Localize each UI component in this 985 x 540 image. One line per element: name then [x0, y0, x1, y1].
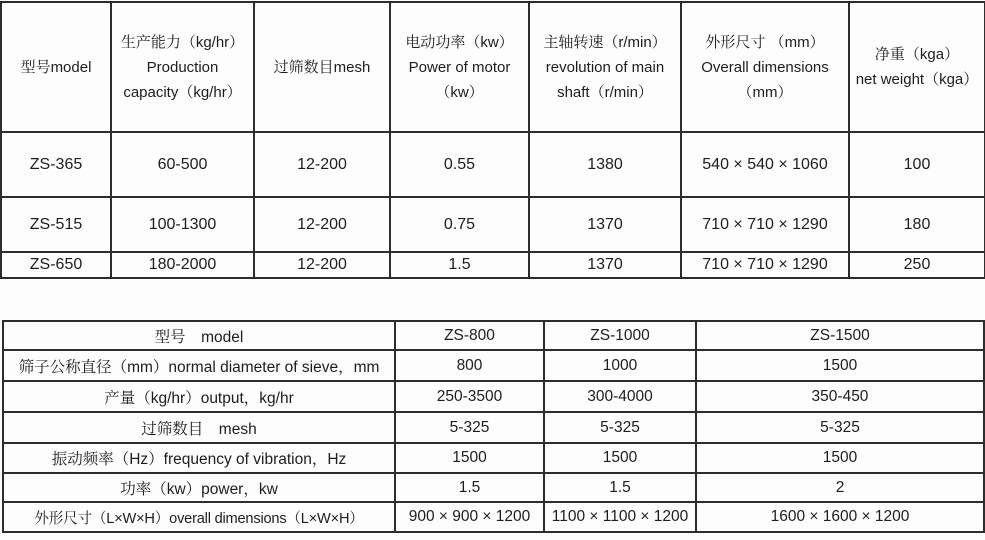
table-cell: 710 × 710 × 1290 — [681, 252, 849, 278]
table-cell: 1.5 — [544, 473, 696, 502]
table-cell: 1000 — [544, 350, 696, 381]
table-cell: 250 — [849, 252, 985, 278]
table-row — [1, 132, 985, 197]
table-row — [1, 252, 985, 278]
t1-header-overall-dimensions — [681, 2, 849, 132]
table-cell: 2 — [696, 473, 984, 502]
spec-table-small-models — [0, 1, 985, 279]
table-cell: 100-1300 — [111, 197, 254, 252]
t2-label-output: 产量（kg/hr）output，kg/hr — [3, 381, 395, 412]
t2-label-sieve-diameter: 筛子公称直径（mm）normal diameter of sieve，mm — [3, 350, 395, 381]
header-line: 主轴转速（r/min） — [543, 33, 667, 51]
header-line: shaft（r/min） — [557, 83, 653, 101]
table-cell: ZS-365 — [1, 132, 111, 197]
table-cell: 900 × 900 × 1200 — [395, 502, 544, 532]
table-row — [3, 502, 984, 532]
table-cell: 12-200 — [254, 132, 390, 197]
table-cell: 710 × 710 × 1290 — [681, 197, 849, 252]
table-row — [3, 412, 984, 443]
table-cell: 12-200 — [254, 252, 390, 278]
table-cell: 350-450 — [696, 381, 984, 412]
t1-header-production-capacity — [111, 2, 254, 132]
t2-header-zs800: ZS-800 — [395, 321, 544, 350]
table-row — [3, 350, 984, 381]
header-line: 外形尺寸 （mm） — [705, 33, 825, 51]
table-cell: 1500 — [395, 443, 544, 473]
header-line: capacity（kg/hr） — [123, 83, 242, 101]
table-cell: 300-4000 — [544, 381, 696, 412]
table-cell: 1100 × 1100 × 1200 — [544, 502, 696, 532]
table-cell: 1600 × 1600 × 1200 — [696, 502, 984, 532]
table-cell: ZS-515 — [1, 197, 111, 252]
header-line: 净重（kga） — [874, 46, 960, 63]
t2-header-model-label: 型号 model — [3, 321, 395, 350]
table-cell: 180-2000 — [111, 252, 254, 278]
spec-table-large-models — [2, 320, 985, 533]
table-row — [3, 381, 984, 412]
table-cell: 5-325 — [395, 412, 544, 443]
table-row — [3, 473, 984, 502]
header-line: 电动功率（kw） — [405, 33, 514, 51]
header-line: 生产能力（kg/hr） — [120, 33, 245, 51]
header-line: 过筛数目mesh — [273, 58, 371, 76]
table-cell: ZS-650 — [1, 252, 111, 278]
table-cell: 60-500 — [111, 132, 254, 197]
t2-label-vibration-frequency: 振动频率（Hz）frequency of vibration，Hz — [3, 443, 395, 473]
table-header-row — [3, 321, 984, 350]
table-cell: 1500 — [696, 443, 984, 473]
t2-label-mesh: 过筛数目 mesh — [3, 412, 395, 443]
t1-header-motor-power — [390, 2, 529, 132]
table-cell: 0.75 — [390, 197, 529, 252]
table-row — [3, 443, 984, 473]
table-cell: 0.55 — [390, 132, 529, 197]
table-cell: 100 — [849, 132, 985, 197]
table-cell: 1370 — [529, 252, 681, 278]
table-cell: 250-3500 — [395, 381, 544, 412]
table-cell: 1.5 — [390, 252, 529, 278]
t1-header-mesh — [254, 2, 390, 132]
table-cell: 540 × 540 × 1060 — [681, 132, 849, 197]
t2-label-dimensions: 外形尺寸（L×W×H）overall dimensions（L×W×H） — [3, 502, 395, 532]
table-cell: 1500 — [696, 350, 984, 381]
table-header-row — [1, 2, 985, 132]
header-line: Production — [146, 58, 219, 76]
t2-header-zs1500: ZS-1500 — [696, 321, 984, 350]
table-row — [1, 197, 985, 252]
header-line: Power of motor — [408, 58, 511, 76]
table-cell: 800 — [395, 350, 544, 381]
table-cell: 5-325 — [544, 412, 696, 443]
header-line: Overall dimensions — [701, 58, 829, 76]
t1-header-net-weight — [849, 2, 985, 132]
table-cell: 1.5 — [395, 473, 544, 502]
t1-header-model — [1, 2, 111, 132]
table-cell: 5-325 — [696, 412, 984, 443]
t2-header-zs1000: ZS-1000 — [544, 321, 696, 350]
table-cell: 1500 — [544, 443, 696, 473]
table-cell: 1380 — [529, 132, 681, 197]
header-line: revolution of main — [545, 58, 665, 76]
table-cell: 12-200 — [254, 197, 390, 252]
header-line: 型号model — [20, 58, 92, 76]
t1-header-shaft-speed — [529, 2, 681, 132]
table-cell: 180 — [849, 197, 985, 252]
t2-label-power: 功率（kw）power，kw — [3, 473, 395, 502]
header-line: （mm） — [737, 83, 793, 101]
header-line: （kw） — [435, 83, 484, 101]
header-line: net weight（kga） — [855, 71, 979, 88]
table-cell: 1370 — [529, 197, 681, 252]
